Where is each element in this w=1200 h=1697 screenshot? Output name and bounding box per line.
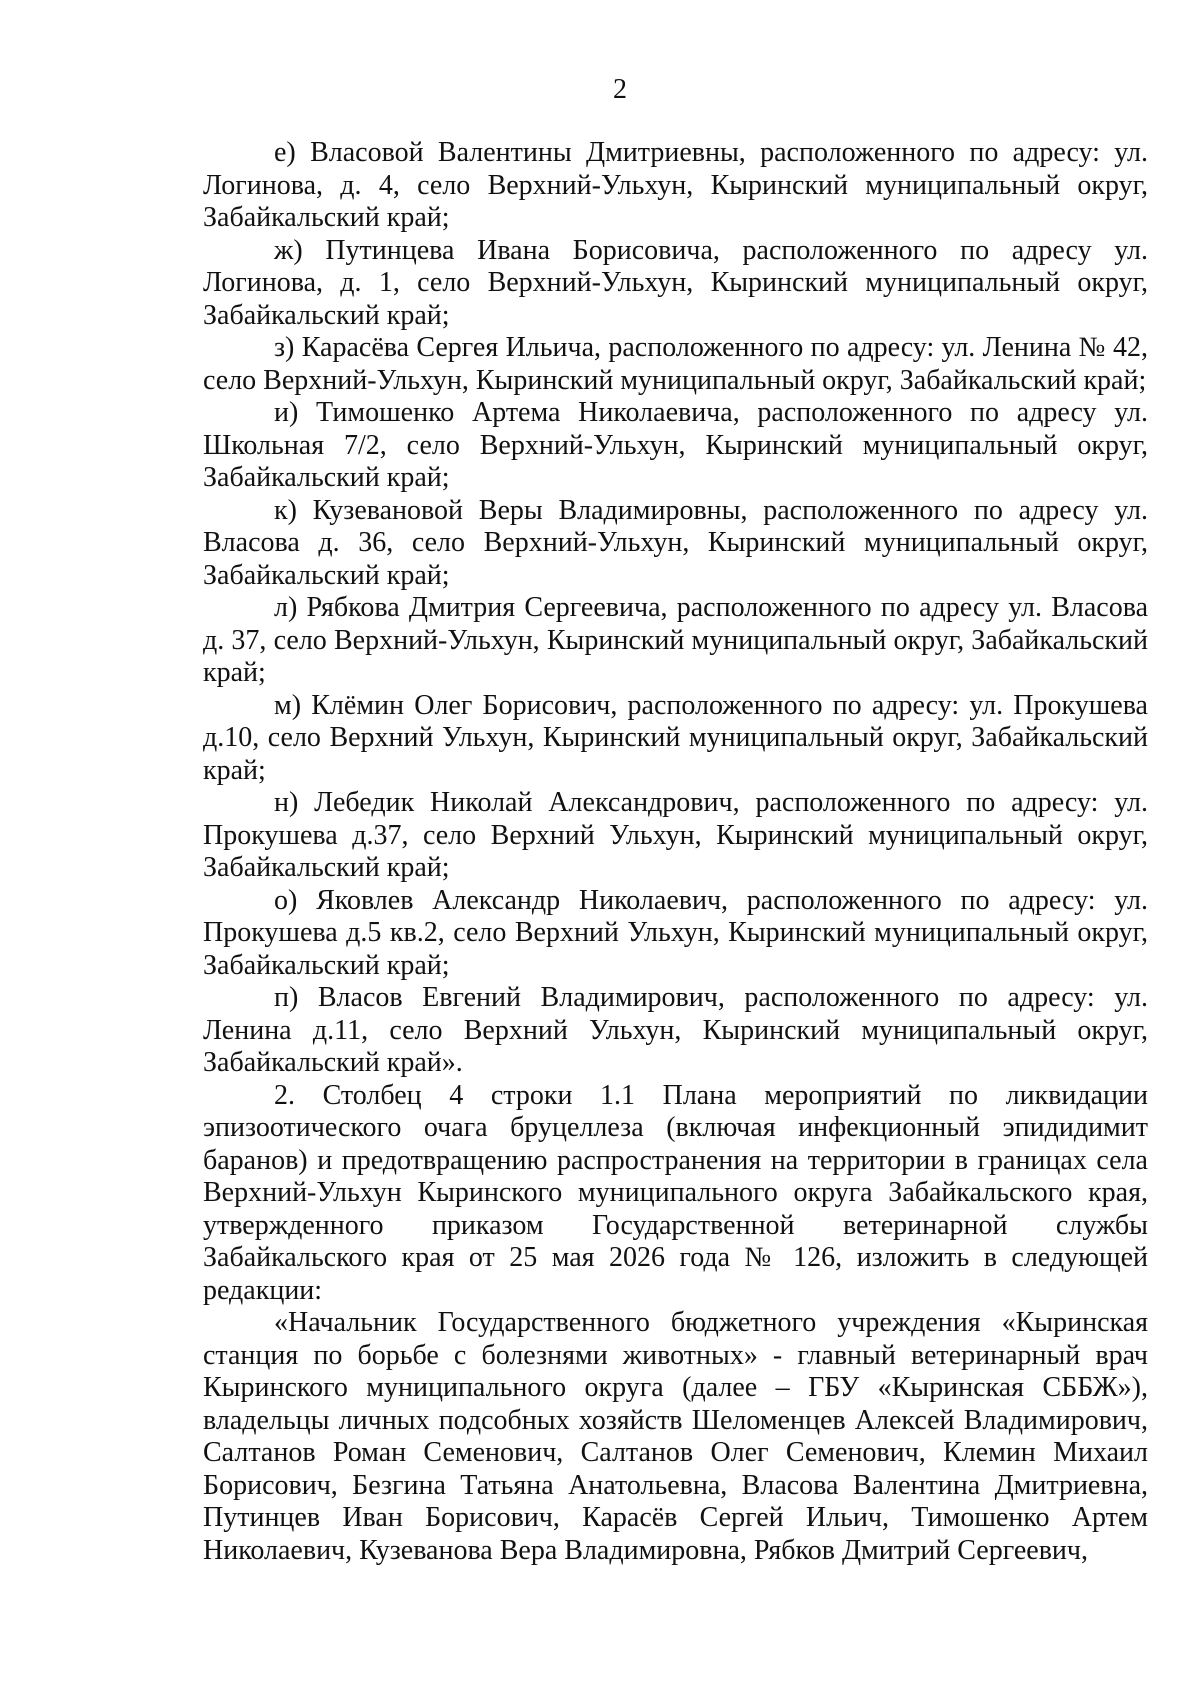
page-number: 2 — [613, 74, 627, 105]
paragraph-item-k: к) Кузевановой Веры Владимировны, расположенного по адресу ул. Власова д. 36, село Верхний-Ульхун, Кыринский муниципальный округ, Забайкальский край; — [203, 494, 1148, 591]
paragraph-quoted-text: «Начальник Государственного бюджетного учреждения «Кыринская станция по борьбе с болезнями животных» - главный ветеринарный врач Кыринского муниципального округа (далее – ГБУ «Кыринская СББЖ»), владельцы личных подсобных хозяйств Шеломенцев Алексей Владимирович, Салтанов Роман Семенович, Салтанов Олег Семенович, Клемин Михаил Борисович, Безгина Татьяна Анатольевна, Власова Валентина Дмитриевна, Путинцев Иван Борисович, Карасёв Сергей Ильич, Тимошенко Артем Николаевич, Кузеванова Вера Владимировна, Рябков Дмитрий Сергеевич, — [203, 1307, 1148, 1566]
paragraph-item-zh: ж) Путинцева Ивана Борисовича, расположенного по адресу ул. Логинова, д. 1, село Верхний-Ульхун, Кыринский муниципальный округ, Забайкальский край; — [203, 234, 1148, 331]
paragraph-item-e: е) Власовой Валентины Дмитриевны, расположенного по адресу: ул. Логинова, д. 4, село Верхний-Ульхун, Кыринский муниципальный округ, Забайкальский край; — [203, 137, 1148, 233]
paragraph-item-n: н) Лебедик Николай Александрович, расположенного по адресу: ул. Прокушева д.37, село Верхний Ульхун, Кыринский муниципальный округ, Забайкальский край; — [203, 787, 1148, 883]
document-body — [203, 137, 1148, 1567]
paragraph-item-p: п) Власов Евгений Владимирович, расположенного по адресу: ул. Ленина д.11, село Верхний Ульхун, Кыринский муниципальный округ, Забайкальский край». — [203, 982, 1148, 1078]
paragraph-section-2: 2. Столбец 4 строки 1.1 Плана мероприятий по ликвидации эпизоотического очага бруцеллеза (включая инфекционный эпидидимит баранов) и предотвращению распространения на территории в границах села Верхний-Ульхун Кыринского муниципального округа Забайкальского края, утвержденного приказом Государственной ветеринарной службы Забайкальского края от 25 мая 2026 года № 126, изложить в следующей редакции: — [203, 1079, 1148, 1306]
paragraph-item-l: л) Рябкова Дмитрия Сергеевича, расположенного по адресу ул. Власова д. 37, село Верхний-Ульхун, Кыринский муниципальный округ, Забайкальский край; — [203, 592, 1148, 688]
paragraph-item-z: з) Карасёва Сергея Ильича, расположенного по адресу: ул. Ленина № 42, село Верхний-Ульхун, Кыринский муниципальный округ, Забайкальский край; — [203, 332, 1148, 396]
paragraph-item-i: и) Тимошенко Артема Николаевича, расположенного по адресу ул. Школьная 7/2, село Верхний-Ульхун, Кыринский муниципальный округ, Забайкальский край; — [203, 397, 1148, 493]
paragraph-item-o: о) Яковлев Александр Николаевич, расположенного по адресу: ул. Прокушева д.5 кв.2, село Верхний Ульхун, Кыринский муниципальный округ, Забайкальский край; — [203, 884, 1148, 981]
paragraph-item-m: м) Клёмин Олег Борисович, расположенного по адресу: ул. Прокушева д.10, село Верхний Ульхун, Кыринский муниципальный округ, Забайкальский край; — [203, 689, 1148, 786]
